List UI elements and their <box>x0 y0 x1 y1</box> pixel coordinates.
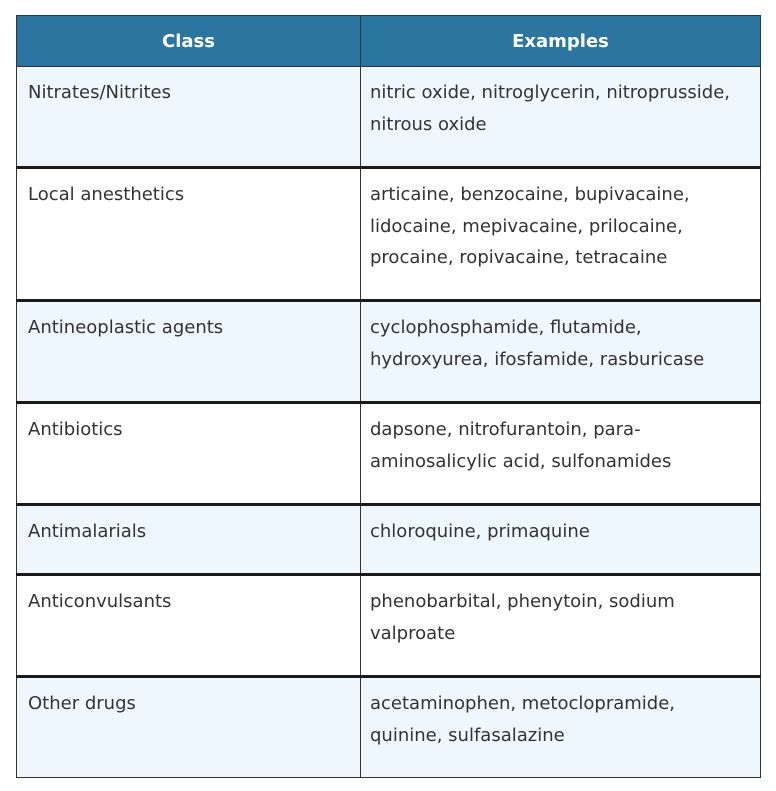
table-header-row <box>17 16 761 67</box>
class-cell: Nitrates/Nitrites <box>17 67 361 168</box>
header-examples: Examples <box>361 16 761 67</box>
examples-cell: articaine, benzocaine, bupivacaine, lidocaine, mepivacaine, prilocaine, procaine, ropivacaine, tetracaine <box>361 168 761 301</box>
table-row <box>17 301 761 403</box>
class-cell: Other drugs <box>17 677 361 778</box>
table-row <box>17 67 761 168</box>
examples-cell: phenobarbital, phenytoin, sodium valproate <box>361 575 761 677</box>
table-row <box>17 505 761 575</box>
table-row <box>17 575 761 677</box>
examples-cell: acetaminophen, metoclopramide, quinine, sulfasalazine <box>361 677 761 778</box>
class-cell: Antibiotics <box>17 403 361 505</box>
examples-cell: chloroquine, primaquine <box>361 505 761 575</box>
examples-cell: nitric oxide, nitroglycerin, nitroprusside, nitrous oxide <box>361 67 761 168</box>
class-cell: Antineoplastic agents <box>17 301 361 403</box>
drug-class-table-container <box>16 15 760 778</box>
drug-class-table <box>16 15 761 778</box>
header-class: Class <box>17 16 361 67</box>
table-row <box>17 403 761 505</box>
examples-cell: cyclophosphamide, flutamide, hydroxyurea, ifosfamide, rasburicase <box>361 301 761 403</box>
class-cell: Anticonvulsants <box>17 575 361 677</box>
table-row <box>17 168 761 301</box>
table-row <box>17 677 761 778</box>
examples-cell: dapsone, nitrofurantoin, para-aminosalicylic acid, sulfonamides <box>361 403 761 505</box>
class-cell: Local anesthetics <box>17 168 361 301</box>
class-cell: Antimalarials <box>17 505 361 575</box>
